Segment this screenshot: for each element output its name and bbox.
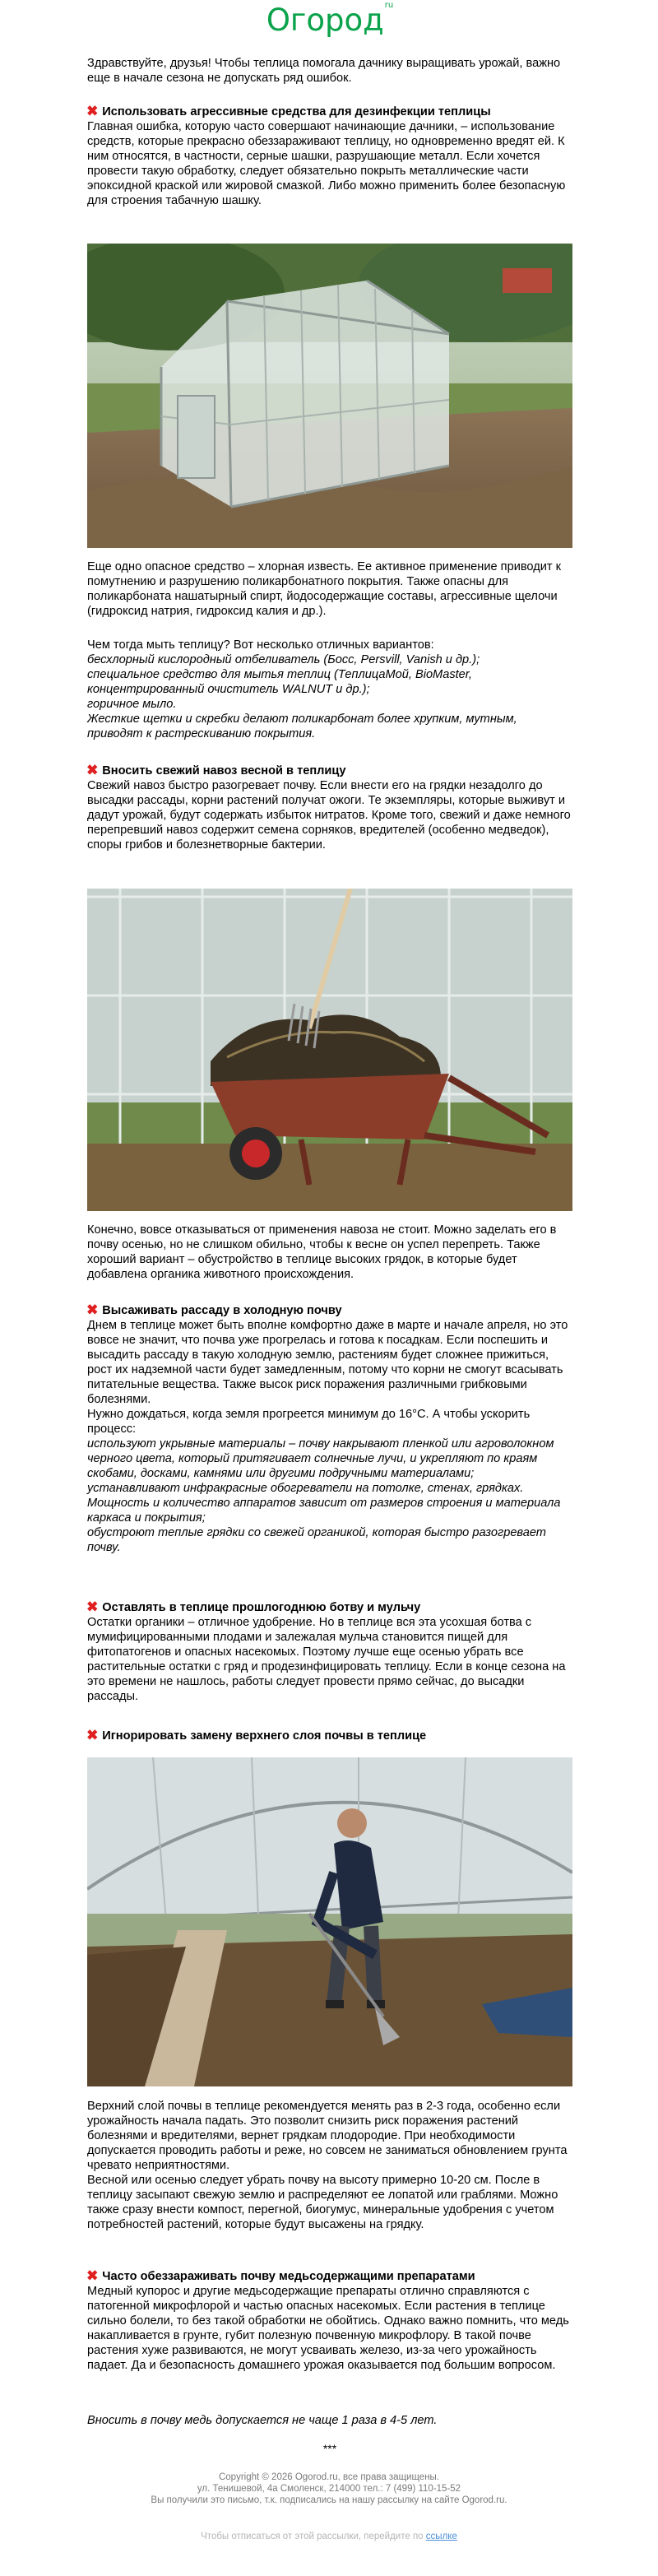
section-heading — [87, 1600, 572, 1615]
variants-intro: Чем тогда мыть теплицу? Вот несколько отличных вариантов: — [87, 638, 434, 652]
logo-text: Огород — [266, 2, 384, 38]
variant-note: Жесткие щетки и скребки делают поликарбонат более хрупким, мутным, приводят к растрескиванию покрытия. — [87, 712, 517, 740]
section-title: Оставлять в теплице прошлогоднюю ботву и мульчу — [102, 1601, 421, 1614]
variant-item: горичное мыло. — [87, 698, 177, 711]
cross-icon: ✖ — [86, 2268, 99, 2285]
email-body — [86, 0, 572, 2455]
section-heading — [87, 764, 572, 778]
greenhouse-photo — [87, 244, 572, 548]
ogorod-logo[interactable] — [266, 1, 394, 38]
section-body: Весной или осенью следует убрать почву на высоту примерно 10-20 см. После в теплицу засыпают свежую землю и распределяют ее лопатой или граблями. Можно также сразу внести компост, перегной, биогумус, минеральные удобрения с учетом потребностей растений, которые будут высажены на грядку. — [87, 2174, 558, 2231]
copyright-text: Copyright © 2026 Ogorod.ru, все права защищены. — [218, 2472, 440, 2482]
greenhouse-image — [87, 244, 572, 548]
logo-suffix: ru — [384, 1, 394, 11]
section-text: Еще одно опасное средство – хлорная известь. Ее активное применение приводит к помутнению и разрушению поликарбонатного покрытия. Также опасны для поликарбоната нашатырный спирт, йодосодержащие составы, агрессивные щелочи (гидроксид натрия, гидроксид калия и др.). — [87, 560, 562, 618]
soil-photo — [87, 1757, 572, 2086]
closing-note: Вносить в почву медь допускается не чаще 1 раза в 4-5 лет. — [87, 2414, 438, 2427]
section-title: Высаживать рассаду в холодную почву — [102, 1304, 342, 1317]
tip-item: используют укрывные материалы – почву накрывают пленкой или агроволокном черного цвета, который притягивает солнечные лучи, и укрепляют по краям скобами, досками, камнями или другими подручными материалами; — [87, 1437, 554, 1480]
intro-text: Здравствуйте, друзья! Чтобы теплица помогала дачнику выращивать урожай, важно еще в начале сезона не допускать ряд ошибок. — [87, 57, 561, 85]
section-title: Игнорировать замену верхнего слоя почвы в теплице — [102, 1729, 427, 1743]
section-body: Верхний слой почвы в теплице рекомендуется менять раз в 2-3 года, особенно если урожайность начала падать. Это позволит снизить риск поражения растений болезнями и вредителями, вернет грядкам плодородие. При необходимости допускается проводить работы и реже, но совсем не заниматься обновлением грунта чревато неприятностями. — [87, 2100, 568, 2172]
section-body: Остатки органики – отличное удобрение. Но в теплице вся эта усохшая ботва с мумифицированными плодами и залежалая мульча становится пищей для фитопатогенов и опасных насекомых. Поэтому лучше еще осенью убрать все растительные остатки с гряд и продезинфицировать теплицу. Если в конце сезона на это времени не нашлось, работы следует провести прямо сейчас, до высадки рассады. — [87, 1616, 566, 1703]
unsubscribe-link[interactable]: ссылке — [425, 2532, 457, 2541]
manure-photo — [87, 889, 572, 1211]
cross-icon: ✖ — [86, 104, 99, 120]
section-body: Днем в теплице может быть вполне комфортно даже в марте и начале апреля, но это вовсе не значит, что почва уже прогрелась и готова к посадкам. Если поспешить и высадить рассаду в такую холодную землю, растениям будет сложнее прижиться, рост их надземной части будет замедленным, потому что корни не смогут всасывать питательные вещества. Также высок риск поражения различными грибковыми болезнями. — [87, 1319, 568, 1406]
section-body: Свежий навоз быстро разогревает почву. Если внести его на грядки незадолго до высадки рассады, корни растений получат ожоги. Те экземпляры, которые выживут и дадут урожай, будут содержать избыток нитратов. Кроме того, свежий и даже немного перепревший навоз содержит семена сорняков, вредителей (особенно медведок), споры грибов и болезнетворные бактерии. — [87, 779, 571, 852]
section-heading — [87, 1303, 572, 1318]
header — [87, 0, 572, 39]
wheelbarrow-image — [87, 889, 572, 1211]
section-title: Часто обеззараживать почву медьсодержащими препаратами — [102, 2270, 475, 2283]
section-title: Использовать агрессивные средства для дезинфекции теплицы — [102, 105, 491, 118]
section-body: Главная ошибка, которую часто совершают начинающие дачники, – использование средств, которые прекрасно обеззараживают теплицу, но одновременно вредят ей. К ним относятся, в частности, серные шашки, разрушающие металл. Если хочется провести такую обработку, следует обязательно покрыть металлические части эпоксидной краской или жировой смазкой. Либо можно применить более безопасную для строения табачную шашку. — [87, 120, 566, 207]
section-heading — [87, 2269, 572, 2284]
section-body: Нужно дождаться, когда земля прогреется минимум до 16°C. А чтобы ускорить процесс: — [87, 1408, 531, 1436]
unsubscribe-line — [0, 2532, 658, 2541]
cross-icon: ✖ — [86, 763, 99, 779]
tip-item: обустроют теплые грядки со свежей органикой, которая быстро разогревает почву. — [87, 1526, 546, 1554]
separator: *** — [322, 2442, 337, 2455]
subscription-reason: Вы получили это письмо, т.к. подписались на нашу рассылку на сайте Ogorod.ru. — [151, 2495, 507, 2505]
address-text: ул. Тенишевой, 4а Смоленск, 214000 тел.: 7 (499) 110-15-52 — [197, 2484, 461, 2494]
footer — [0, 2472, 658, 2506]
section-title: Вносить свежий навоз весной в теплицу — [102, 764, 346, 777]
section-heading — [87, 1729, 572, 1743]
unsubscribe-text: Чтобы отписаться от этой рассылки, перейдите по — [201, 2532, 424, 2541]
section-text: Конечно, вовсе отказываться от применения навоза не стоит. Можно заделать его в почву осенью, но не слишком обильно, чтобы к весне он успел перепреть. Также хороший вариант – обустройство в теплице высоких грядок, в которые будет добавлена органика животного происхождения. — [87, 1223, 557, 1281]
cross-icon: ✖ — [86, 1599, 99, 1616]
section-body: Медный купорос и другие медьсодержащие препараты отлично справляются с патогенной микрофлорой и частью опасных насекомых. Если растения в теплице сильно болели, то без такой обработки не обойтись. Однако важно помнить, что медь накапливается в грунте, губит полезную почвенную микрофлору. В такой почве растения хуже развиваются, не могут усваивать железо, из-за чего урожайность падает. Да и безопасность домашнего урожая оказывается под большим вопросом. — [87, 2285, 569, 2372]
cross-icon: ✖ — [86, 1728, 99, 1744]
tip-item: устанавливают инфракрасные обогреватели на потолке, стенах, грядках. Мощность и количество аппаратов зависит от размеров строения и материала каркаса и покрытия; — [87, 1482, 561, 1525]
variant-item: специальное средство для мытья теплиц (ТеплицаМой, BioMaster, концентрированный очиститель WALNUT и др.); — [87, 668, 472, 696]
section-heading — [87, 104, 572, 119]
variant-item: бесхлорный кислородный отбеливатель (Босс, Persvill, Vanish и др.); — [87, 653, 480, 666]
digging-man-image — [87, 1757, 572, 2086]
cross-icon: ✖ — [86, 1302, 99, 1319]
